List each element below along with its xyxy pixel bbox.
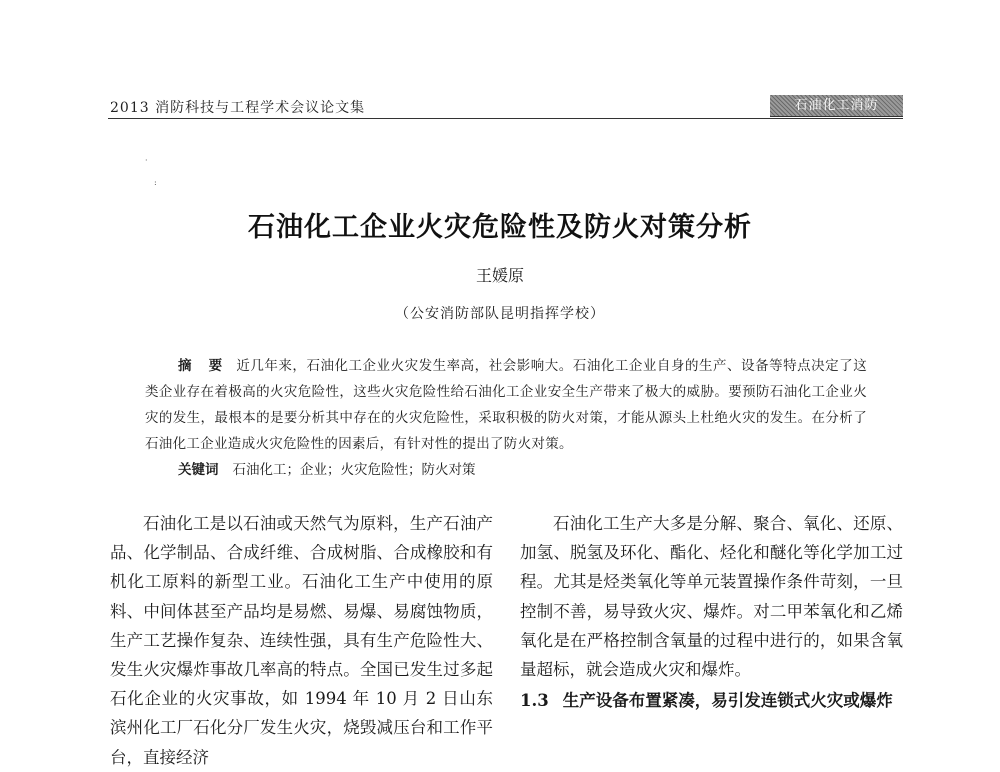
section-tag: 石油化工消防 [770,95,903,117]
body-column-right [520,509,903,715]
keywords-text: 石油化工；企业；火灾危险性；防火对策 [232,462,476,478]
running-header: 2013 消防科技与工程学术会议论文集 [110,100,366,116]
abstract-label: 摘 要 [178,358,229,374]
keywords-label: 关键词 [178,462,219,478]
body-paragraph: 石油化工是以石油或天然气为原料，生产石油产品、化学制品、合成纤维、合成树脂、合成橡胶和有机化工原料的新型工业。石油化工生产中使用的原料、中间体甚至产品均是易燃、易爆、易腐蚀物质，生产工艺操作复杂、连续性强，具有生产危险性大、发生火灾爆炸事故几率高的特点。全国已发生过多起石化企业的火灾事故，如 1994 年 10 月 2 日山东滨州化工厂石化分厂发生火灾，烧毁减压台和工作平台，直接经济 [110,514,493,767]
paper-title: 石油化工企业火灾危险性及防火对策分析 [248,212,752,243]
header-rule [108,118,903,119]
keywords [178,458,868,482]
author: 王媛原 [475,266,524,285]
abstract-text: 近几年来，石油化工企业火灾发生率高，社会影响大。石油化工企业自身的生产、设备等特点决定了这类企业存在着极高的火灾危险性，这些火灾危险性给石油化工企业安全生产带来了极大的威胁。要预防石油化工企业火灾的发生，最根本的是要分析其中存在的火灾危险性，采取积极的防火对策，才能从源头上杜绝火灾的发生。在分析了石油化工企业造成火灾危险性的因素后，有针对性的提出了防火对策。 [145,358,867,452]
body-paragraph: 石油化工生产大多是分解、聚合、氧化、还原、加氢、脱氢及环化、酯化、烃化和醚化等化学加工过程。尤其是烃类氧化等单元装置操作条件苛刻，一旦控制不善，易导致火灾、爆炸。对二甲苯氧化和乙烯氧化是在严格控制含氧量的过程中进行的，如果含氧量超标，就会造成火灾和爆炸。 [520,514,903,680]
section-heading-text: 生产设备布置紧凑，易引发连锁式火灾或爆炸 [562,691,893,711]
affiliation: （公安消防部队昆明指挥学校） [395,306,605,322]
section-heading [520,686,903,715]
scan-speck: : [154,178,157,187]
section-number: 1.3 [520,691,549,711]
body-column-left [110,509,493,772]
abstract [145,353,867,457]
scan-speck: · [145,156,148,165]
